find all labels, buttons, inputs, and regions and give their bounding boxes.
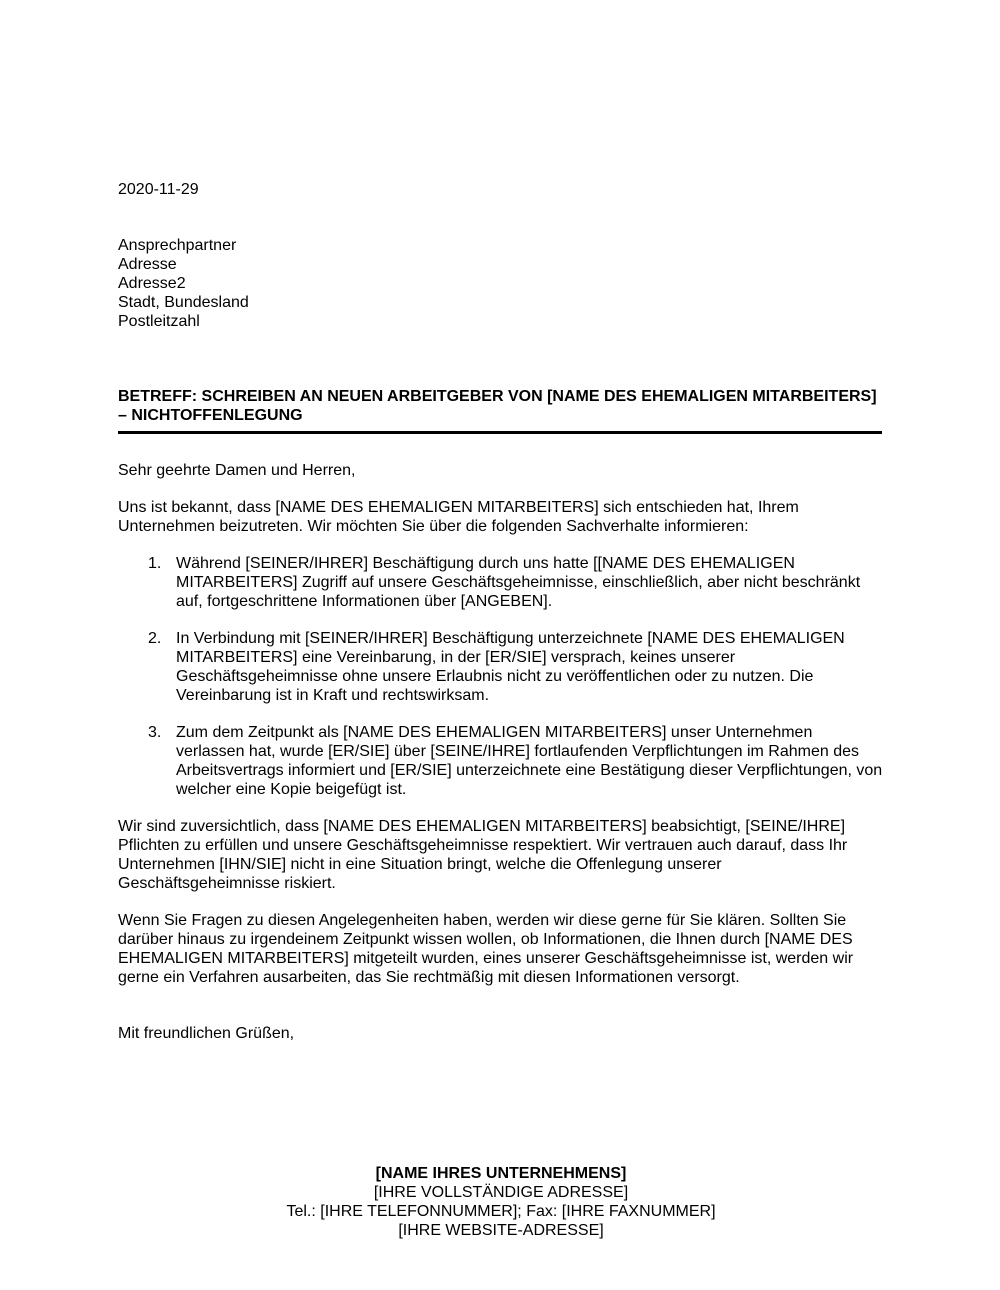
list-item <box>118 723 884 799</box>
confidence-paragraph: Wir sind zuversichtlich, dass [NAME DES EHEMALIGEN MITARBEITERS] beabsichtigt, [SEINE/IHRE] Pflichten zu erfüllen und unsere Geschäftsgeheimnisse respektiert. Wir vertrauen auch darauf, dass Ihr Unternehmen [IHN/SIE] nicht in eine Situation bringt, welche die Offenlegung unserer Geschäftsgeheimnisse riskiert. <box>118 818 848 892</box>
closing: Mit freundlichen Grüßen, <box>118 1025 295 1042</box>
recipient-contact: Ansprechpartner <box>118 237 237 254</box>
sender-footer <box>118 1164 884 1240</box>
letter-body <box>118 461 884 1005</box>
list-item-text: Zum dem Zeitpunkt als [NAME DES EHEMALIGEN MITARBEITERS] unser Unternehmen verlassen hat, wurde [ER/SIE] über [SEINE/IHRE] fortlaufenden Verpflichtungen im Rahmen des Arbeitsvertrags informiert und [ER/SIE] unterzeichnete eine Bestätigung dieser Verpflichtungen, von welcher eine Kopie beigefügt ist. <box>176 724 883 798</box>
sender-phone-fax: Tel.: [IHRE TELEFONNUMMER]; Fax: [IHRE FAXNUMMER] <box>286 1203 716 1220</box>
list-item-text: Während [SEINER/IHRER] Beschäftigung durch uns hatte [[NAME DES EHEMALIGEN MITARBEITERS] Zugriff auf unsere Geschäftsgeheimnisse, einschließlich, aber nicht beschränkt auf, fortgeschrittene Informationen über [ANGEBEN]. <box>176 555 861 610</box>
recipient-city-state: Stadt, Bundesland <box>118 294 249 311</box>
recipient-address-line-2: Adresse2 <box>118 275 186 292</box>
list-item <box>118 554 884 611</box>
recipient-address <box>118 236 249 331</box>
letter-date: 2020-11-29 <box>118 181 199 198</box>
recipient-address-line-1: Adresse <box>118 256 177 273</box>
sender-address: [IHRE VOLLSTÄNDIGE ADRESSE] <box>373 1184 629 1201</box>
subject-line: BETREFF: SCHREIBEN AN NEUEN ARBEITGEBER VON [NAME DES EHEMALIGEN MITARBEITERS] – NICHTOFFENLEGUNG <box>118 387 882 434</box>
numbered-list <box>118 554 884 799</box>
list-item-number: 2. <box>148 630 162 647</box>
list-item-number: 3. <box>148 724 162 741</box>
letter-page <box>118 0 884 1290</box>
sender-company-name: [NAME IHRES UNTERNEHMENS] <box>375 1165 627 1182</box>
questions-paragraph: Wenn Sie Fragen zu diesen Angelegenheiten haben, werden wir diese gerne für Sie klären. Sollten Sie darüber hinaus zu irgendeinem Zeitpunkt wissen wollen, ob Informationen, die Ihnen durch [NAME DES EHEMALIGEN MITARBEITERS] mitgeteilt wurden, eines unserer Geschäftsgeheimnisse ist, werden wir gerne ein Verfahren ausarbeiten, das Sie rechtmäßig mit diesen Informationen versorgt. <box>118 912 854 986</box>
intro-paragraph: Uns ist bekannt, dass [NAME DES EHEMALIGEN MITARBEITERS] sich entschieden hat, Ihrem Unternehmen beizutreten. Wir möchten Sie über die folgenden Sachverhalte informieren: <box>118 499 799 535</box>
list-item <box>118 629 884 705</box>
recipient-postal-code: Postleitzahl <box>118 313 200 330</box>
sender-website: [IHRE WEBSITE-ADRESSE] <box>398 1222 604 1239</box>
salutation: Sehr geehrte Damen und Herren, <box>118 462 356 479</box>
list-item-text: In Verbindung mit [SEINER/IHRER] Beschäftigung unterzeichnete [NAME DES EHEMALIGEN MITARBEITERS] eine Vereinbarung, in der [ER/SIE] versprach, keines unserer Geschäftsgeheimnisse ohne unsere Erlaubnis nicht zu veröffentlichen oder zu nutzen. Die Vereinbarung ist in Kraft und rechtswirksam. <box>176 630 845 704</box>
list-item-number: 1. <box>148 555 162 572</box>
